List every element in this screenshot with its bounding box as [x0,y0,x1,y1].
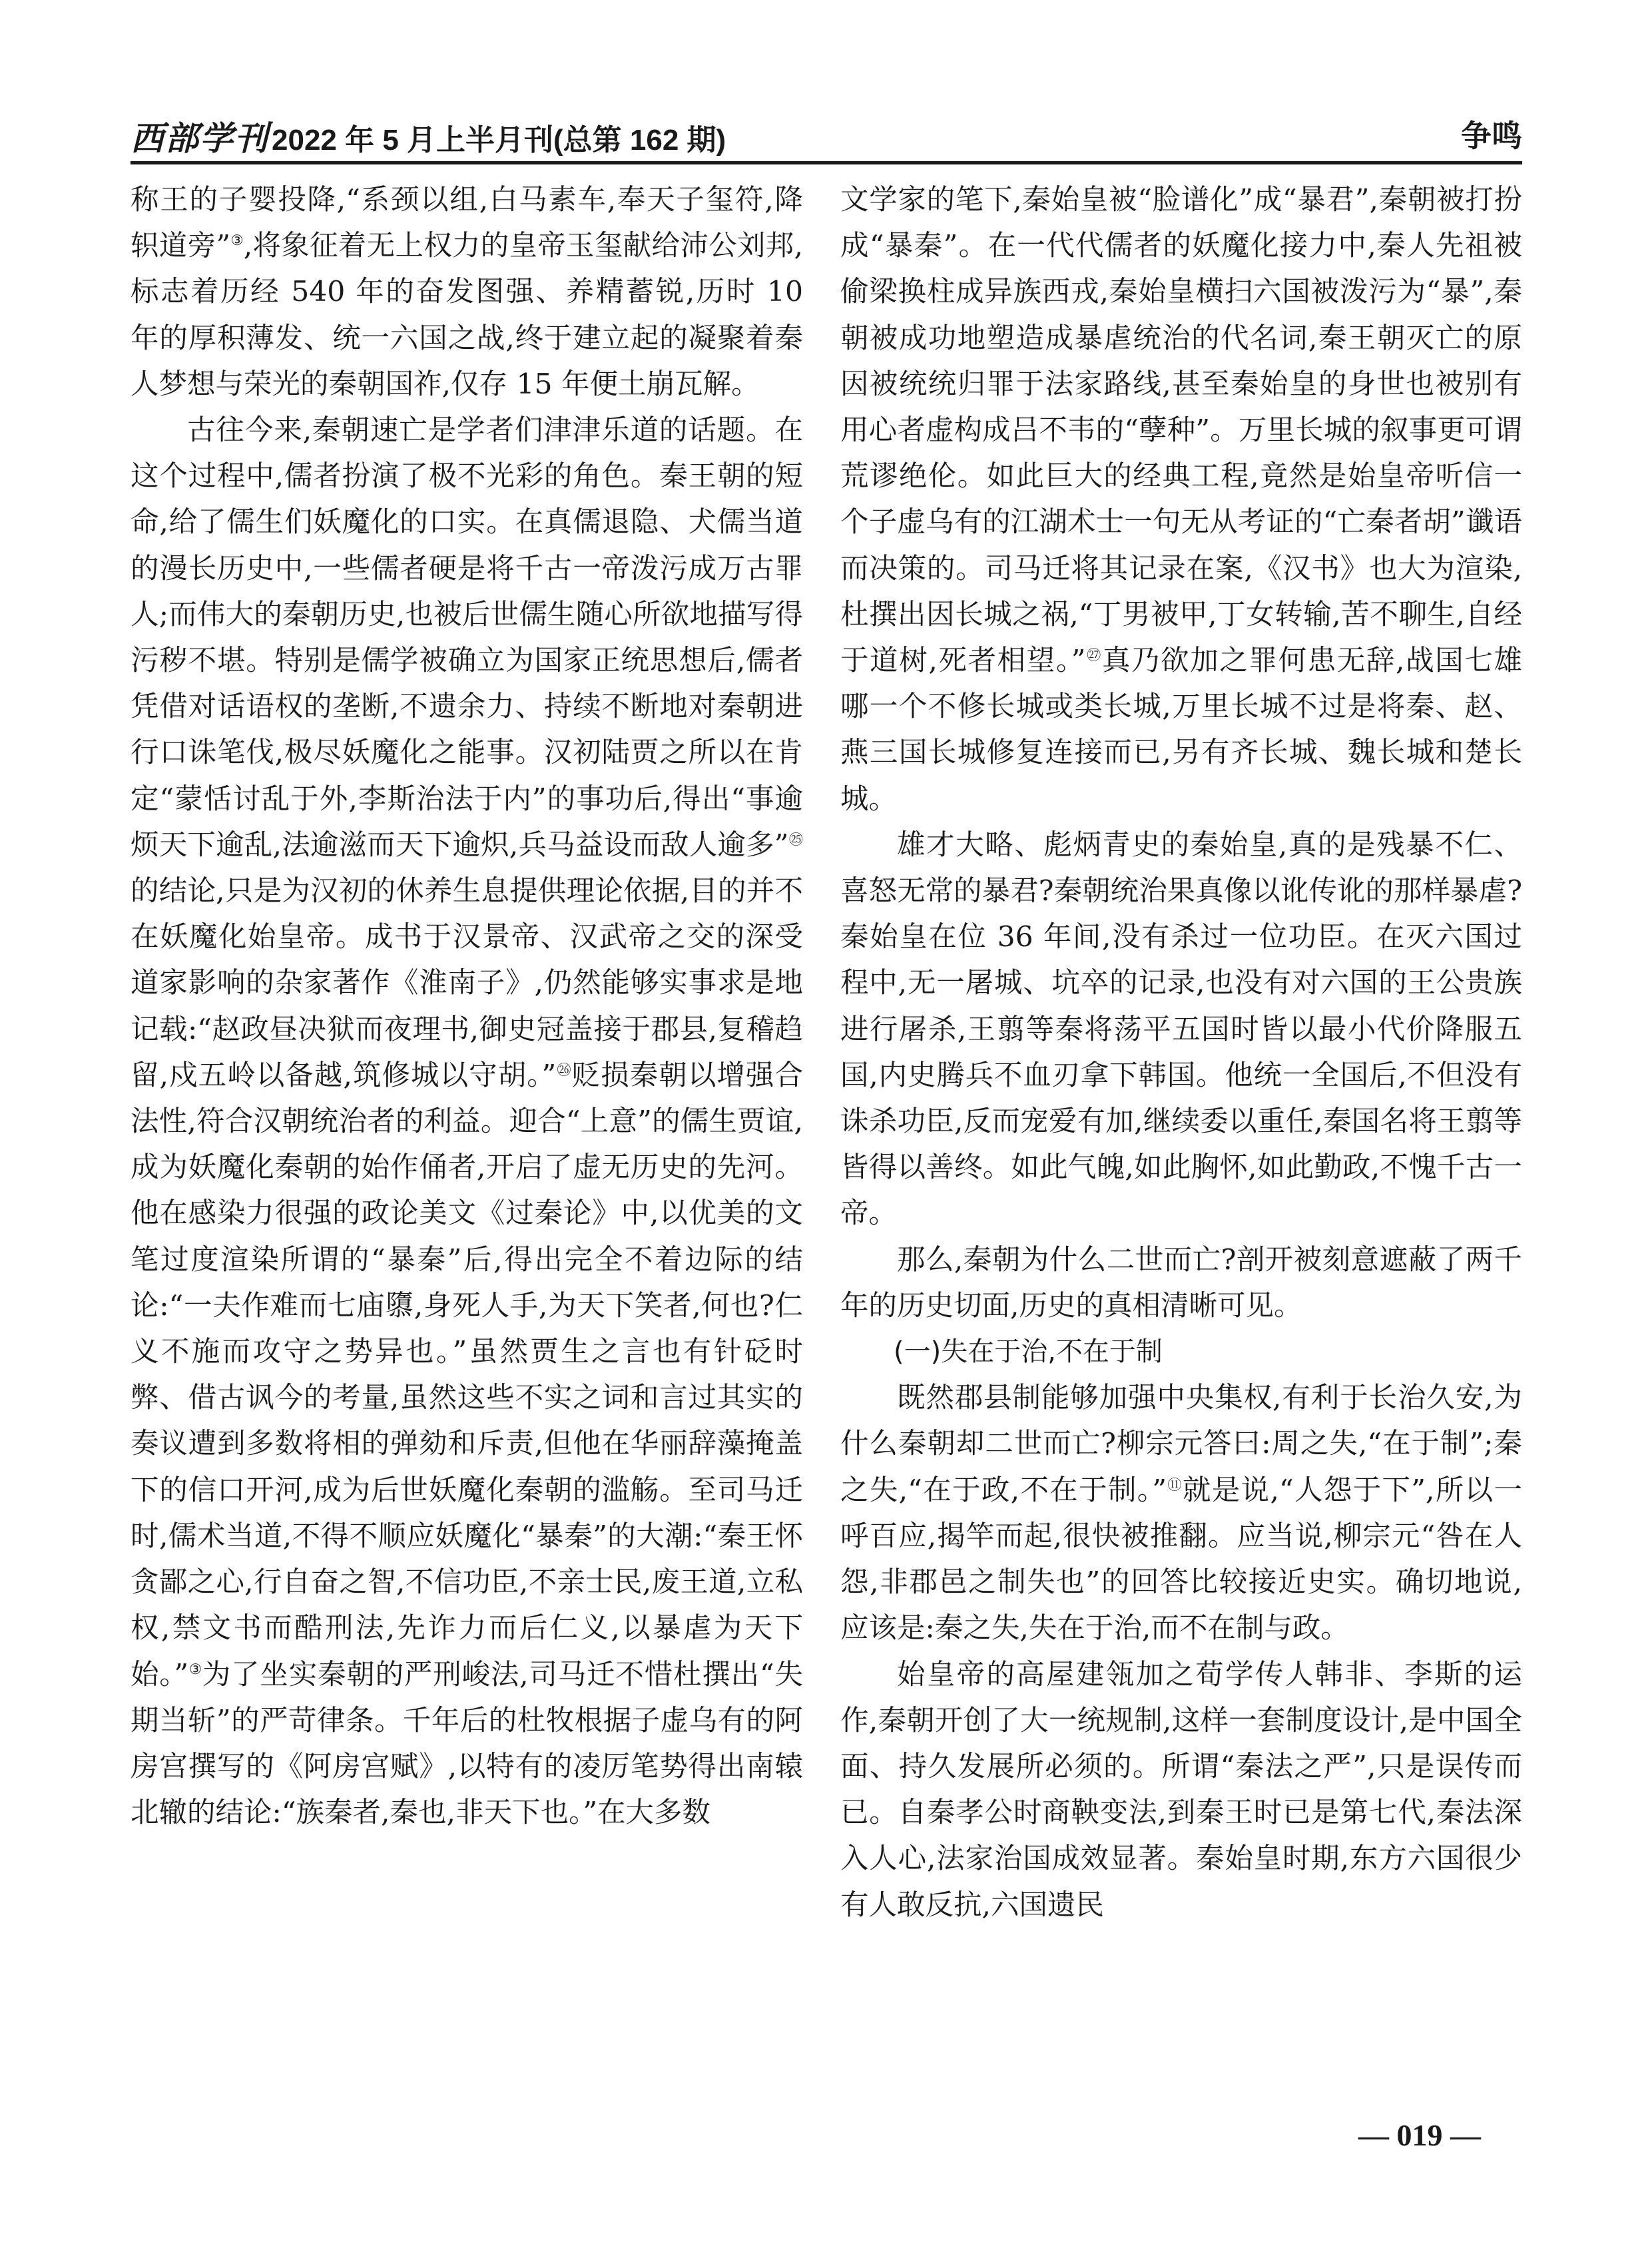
footnote-ref: ③ [230,232,244,250]
footnote-ref: ㉗ [1085,647,1102,664]
running-header [131,112,1522,158]
journal-logo: 西部学刊 [131,119,269,158]
right-column [840,177,1522,1928]
footnote-ref: ⑪ [1167,1476,1183,1494]
section-subheading: (一)失在于治,不在于制 [894,1336,1163,1368]
paragraph: 始皇帝的高屋建瓴加之荀学传人韩非、李斯的运作,秦朝开创了大一统规制,这样一套制度设计,是中国全面、持久发展所必须的。所谓“秦法之严”,只是误传而已。自秦孝公时商鞅变法,到秦王时已是第七代,秦法深入人心,法家治国成效显著。秦始皇时期,东方六国很少有人敢反抗,六国遗民 [840,1658,1522,1922]
footnote-ref: ③ [188,1661,202,1678]
page-number: — 019 — [1358,2118,1481,2152]
footnote-ref: ㉖ [556,1061,572,1079]
paragraph: 称王的子婴投降,“系颈以组,白马素车,奉天子玺符,降轵道旁”③,将象征着无上权力的皇帝玉玺献给沛公刘邦,标志着历经 540 年的奋发图强、养精蓄锐,历时 10 年的厚积薄发、统一六国之战,终于建立起的凝聚着秦人梦想与荣光的秦朝国祚,仅存 15 年便土崩瓦解。 [131,184,803,401]
footnote-ref: ㉕ [788,831,803,848]
paragraph: 雄才大略、彪炳青史的秦始皇,真的是残暴不仁、喜怒无常的暴君?秦朝统治果真像以讹传讹的那样暴虐?秦始皇在位 36 年间,没有杀过一位功臣。在灭六国过程中,无一屠城、坑卒的记录,也没有对六国的王公贵族进行屠杀,王翦等秦将荡平五国时皆以最小代价降服五国,内史腾兵不血刃拿下韩国。他统一全国后,不但没有诛杀功臣,反而宠爱有加,继续委以重任,秦国名将王翦等皆得以善终。如此气魄,如此胸怀,如此勤政,不愧千古一帝。 [840,828,1522,1231]
paragraph: 既然郡县制能够加强中央集权,有利于长治久安,为什么秦朝却二世而亡?柳宗元答曰:周之失,“在于制”;秦之失,“在于政,不在于制。”⑪就是说,“人怨于下”,所以一呼百应,揭竿而起,很快被推翻。应当说,柳宗元“咎在人怨,非郡邑之制失也”的回答比较接近史实。确切地说,应该是:秦之失,失在于治,而不在制与政。 [840,1382,1522,1645]
left-column [131,177,803,1836]
paragraph: 那么,秦朝为什么二世而亡?剖开被刻意遮蔽了两千年的历史切面,历史的真相清晰可见。 [840,1243,1522,1322]
section-label: 争鸣 [1461,119,1522,153]
header-rule [131,161,1522,164]
paragraph: 文学家的笔下,秦始皇被“脸谱化”成“暴君”,秦朝被打扮成“暴秦”。在一代代儒者的妖魔化接力中,秦人先祖被偷梁换柱成异族西戎,秦始皇横扫六国被泼污为“暴”,秦朝被成功地塑造成暴虐统治的代名词,秦王朝灭亡的原因被统统归罪于法家路线,甚至秦始皇的身世也被别有用心者虚构成吕不韦的“孽种”。万里长城的叙事更可谓荒谬绝伦。如此巨大的经典工程,竟然是始皇帝听信一个子虚乌有的江湖术士一句无从考证的“亡秦者胡”谶语而决策的。司马迁将其记录在案,《汉书》也大为渲染,杜撰出因长城之祸,“丁男被甲,丁女转输,苦不聊生,自经于道树,死者相望。”$^㉗$真乃欲加之罪何患无辞,战国七雄哪一个不修长城或类长城,万里长城不过是将秦、赵、燕三国长城修复连接而已,另有齐长城、魏长城和楚长城。 [840,184,1522,816]
paragraph: 古往今来,秦朝速亡是学者们津津乐道的话题。在这个过程中,儒者扮演了极不光彩的角色。秦王朝的短命,给了儒生们妖魔化的口实。在真儒退隐、犬儒当道的漫长历史中,一些儒者硬是将千古一帝泼污成万古罪人;而伟大的秦朝历史,也被后世儒生随心所欲地描写得污秽不堪。特别是儒学被确立为国家正统思想后,儒者凭借对话语权的垄断,不遗余力、持续不断地对秦朝进行口诛笔伐,极尽妖魔化之能事。汉初陆贾之所以在肯定“蒙恬讨乱于外,李斯治法于内”的事功后,得出“事逾烦天下逾乱,法逾滋而天下逾炽,兵马益设而敌人逾多”$^㉕$的结论,只是为汉初的休养生息提供理论依据,目的并不在妖魔化始皇帝。成书于汉景帝、汉武帝之交的深受道家影响的杂家著作《淮南子》,仍然能够实事求是地记载:“赵政昼决狱而夜理书,御史冠盖接于郡县,复稽趋留,戍五岭以备越,筑修城以守胡。”$^㉖$贬损秦朝以增强合法性,符合汉朝统治者的利益。迎合“上意”的儒生贾谊,成为妖魔化秦朝的始作俑者,开启了虚无历史的先河。他在感染力很强的政论美文《过秦论》中,以优美的文笔过度渲染所谓的“暴秦”后,得出完全不着边际的结论:“一夫作难而七庙隳,身死人手,为天下笑者,何也?仁义不施而攻守之势异也。”虽然贾生之言也有针砭时弊、借古讽今的考量,虽然这些不实之词和言过其实的奏议遭到多数将相的弹劾和斥责,但他在华丽辞藻掩盖下的信口开河,成为后世妖魔化秦朝的滥觞。至司马迁时,儒术当道,不得不顺应妖魔化“暴秦”的大潮:“秦王怀贪鄙之心,行自奋之智,不信功臣,不亲士民,废王道,立私权,禁文书而酷刑法,先诈力而后仁义,以暴虐为天下始。”③为了坐实秦朝的严刑峻法,司马迁不惜杜撰出“失期当斩”的严苛律条。千年后的杜牧根据子虚乌有的阿房宫撰写的《阿房宫赋》,以特有的凌厉笔势得出南辕北辙的结论:“族秦者,秦也,非天下也。”在大多数 [131,414,803,1830]
issue-label: 2022 年 5 月上半月刊(总第 162 期) [272,124,726,156]
header-left [131,112,726,160]
